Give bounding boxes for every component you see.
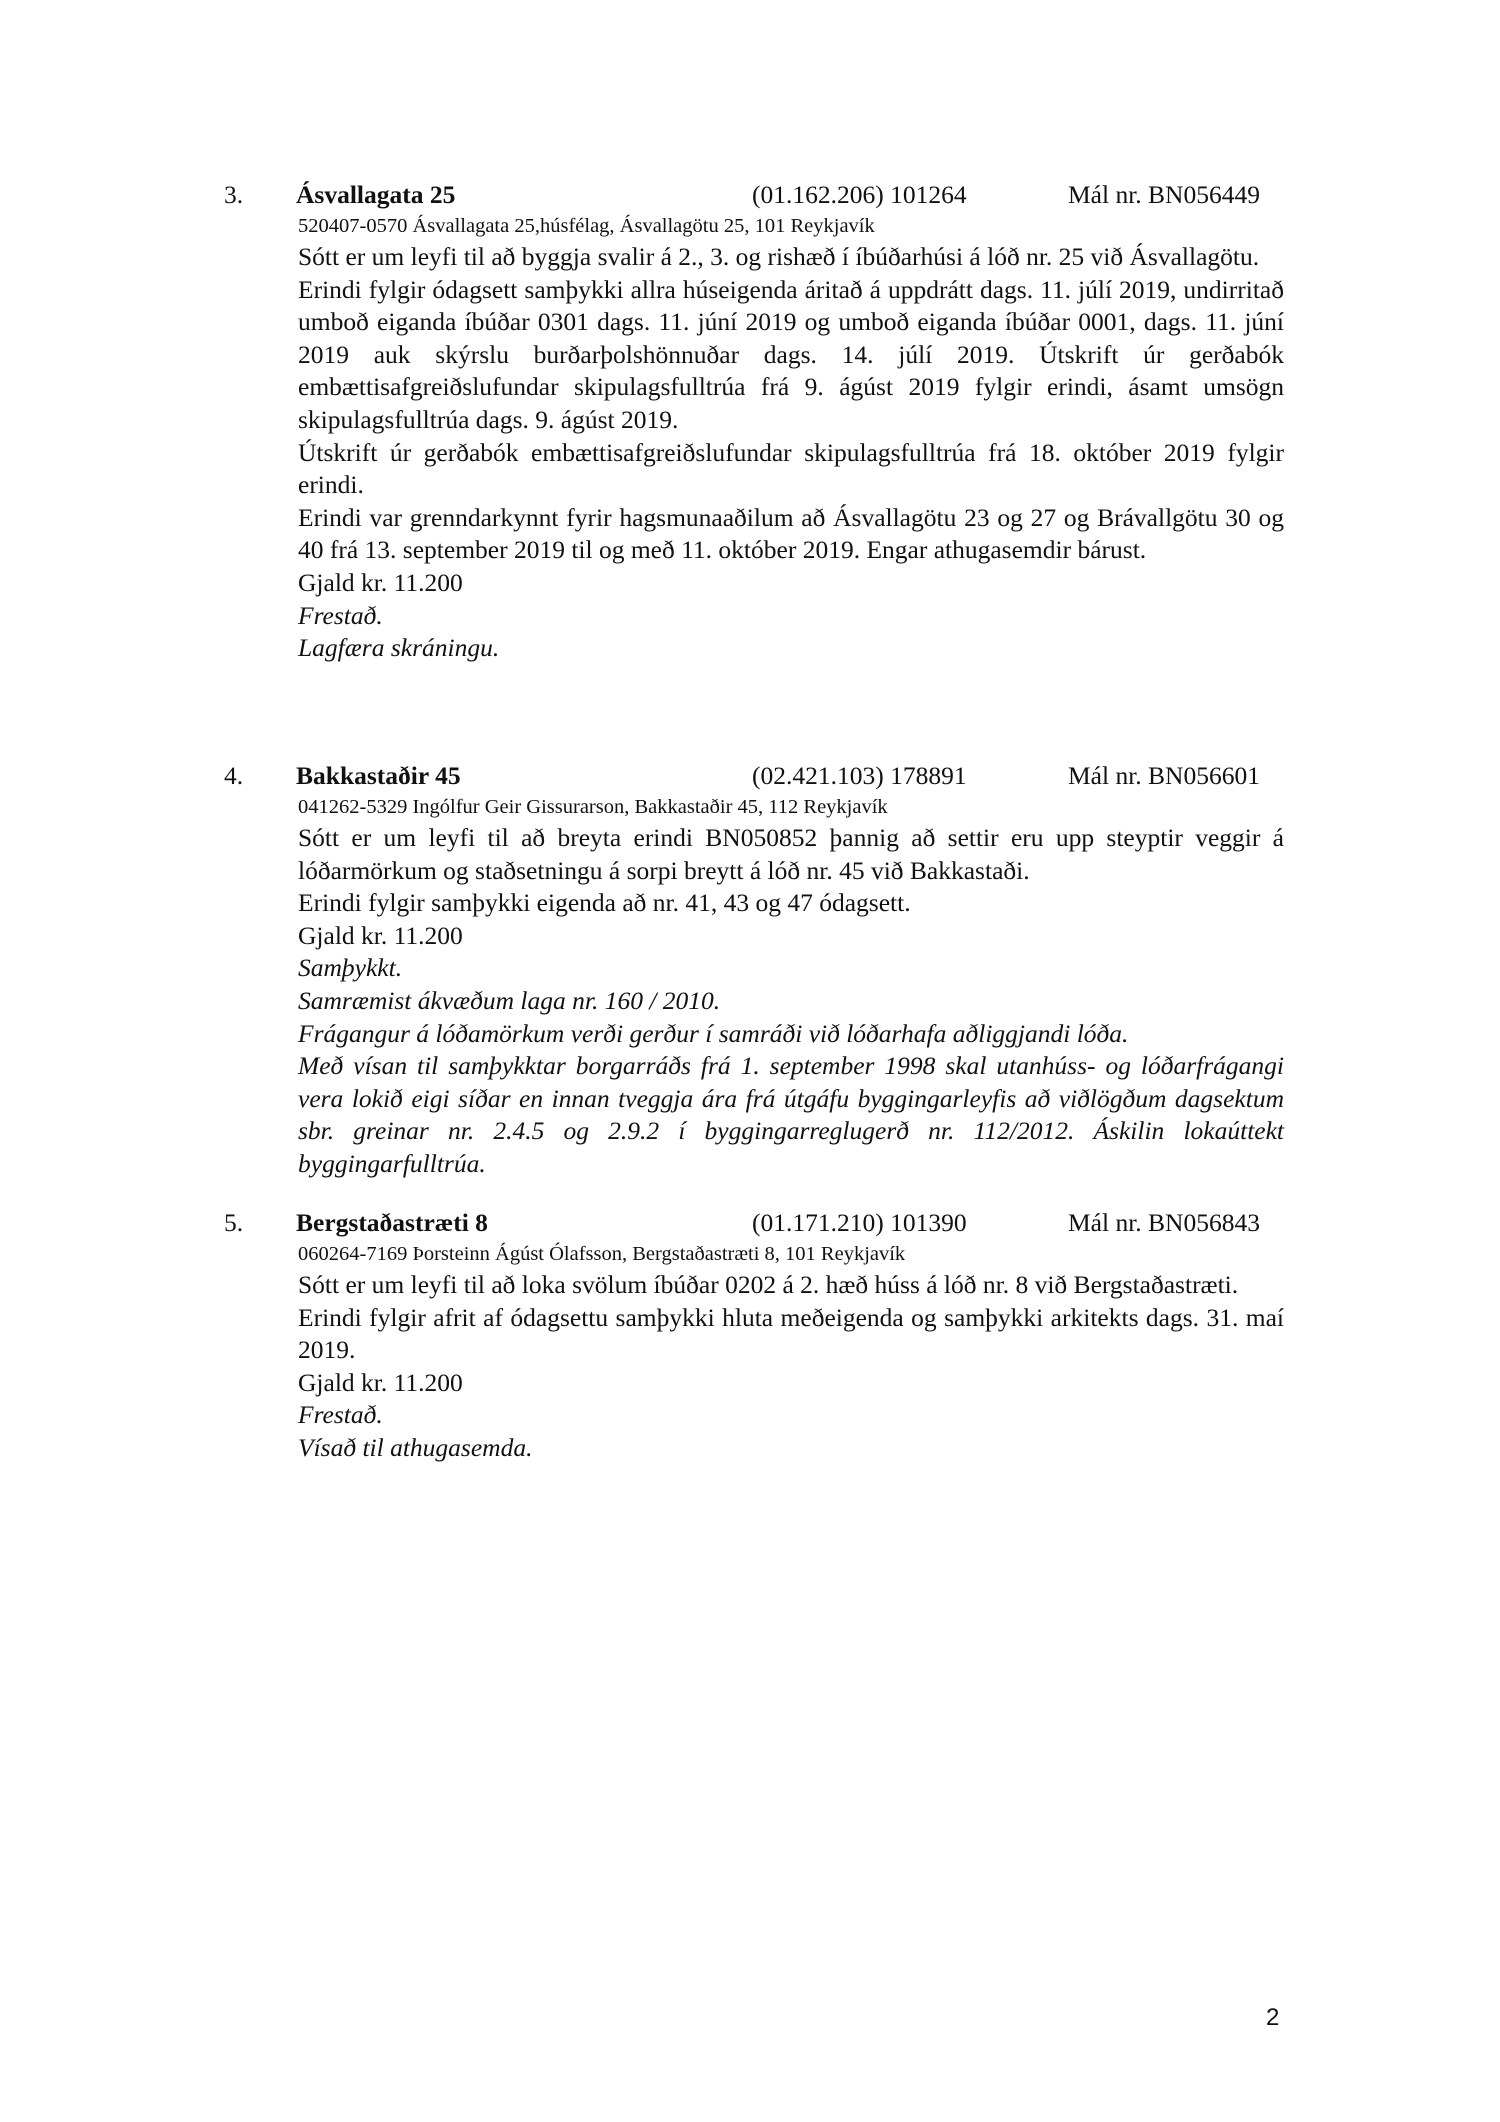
case-paragraph: Erindi fylgir afrit af ódagsettu samþykki hluta meðeigenda og samþykki arkitekts dags. 31. maí 2019.: [298, 1302, 1284, 1365]
decision-line: Með vísan til samþykktar borgarráðs frá 1. september 1998 skal utanhúss- og lóðarfrágangi vera lokið eigi síðar en innan tveggja ára frá útgáfu byggingarleyfis að viðlögðum dagsektum sbr. greinar nr. 2.4.5 og 2.9.2 í byggingarreglugerð nr. 112/2012. Áskilin lokaúttekt byggingarfulltrúa.: [298, 1051, 1284, 1178]
case-number: Mál nr. BN056601: [1068, 761, 1260, 790]
case-body: [298, 212, 1284, 665]
property-reference: (02.421.103) 178891: [752, 761, 967, 790]
property-reference: (01.171.210) 101390: [752, 1208, 967, 1237]
case-paragraph: Sótt er um leyfi til að byggja svalir á 2., 3. og rishæð í íbúðarhúsi á lóð nr. 25 við Ásvallagötu.: [298, 242, 1260, 271]
decision-line: Samþykkt.: [298, 953, 403, 983]
case-paragraph: Erindi var grenndarkynnt fyrir hagsmunaaðilum að Ásvallagötu 23 og 27 og Brávallgötu 30 og 40 frá 13. september 2019 til og með 11. október 2019. Engar athugasemdir bárust.: [298, 502, 1284, 565]
case-number: Mál nr. BN056843: [1068, 1208, 1260, 1237]
item-number: 3.: [224, 180, 244, 209]
case-body: [298, 793, 1284, 1181]
case-item: [0, 1206, 1500, 1465]
case-paragraph: Erindi fylgir ódagsett samþykki allra húseigenda áritað á uppdrátt dags. 11. júlí 2019, undirritað umboð eiganda íbúðar 0301 dags. 11. júní 2019 og umboð eiganda íbúðar 0001, dags. 11. júní 2019 auk skýrslu burðarþolshönnuðar dags. 14. júlí 2019. Útskrift úr gerðabók embættisafgreiðslufundar skipulagsfulltrúa frá 9. ágúst 2019 fylgir erindi, ásamt umsögn skipulagsfulltrúa dags. 9. ágúst 2019.: [298, 274, 1284, 434]
case-header: [0, 178, 1500, 212]
decision-line: Lagfæra skráningu.: [298, 633, 500, 663]
decision-line: Vísað til athugasemda.: [298, 1432, 533, 1462]
decision-line: Frágangur á lóðamörkum verði gerður í samráði við lóðarhafa aðliggjandi lóða.: [298, 1018, 1129, 1048]
case-paragraph: Erindi fylgir samþykki eigenda að nr. 41, 43 og 47 ódagsett.: [298, 888, 911, 918]
fee-line: Gjald kr. 11.200: [298, 1367, 463, 1397]
decision-line: Samræmist ákvæðum laga nr. 160 / 2010.: [298, 985, 721, 1015]
case-item: [0, 759, 1500, 1181]
page-number: 2: [1266, 2004, 1280, 2031]
item-number: 4.: [224, 761, 244, 790]
property-address: Bakkastaðir 45: [296, 761, 461, 790]
case-paragraph: Sótt er um leyfi til að loka svölum íbúðar 0202 á 2. hæð húss á lóð nr. 8 við Bergstaðastræti.: [298, 1270, 1239, 1299]
property-reference: (01.162.206) 101264: [752, 180, 967, 209]
case-item: [0, 178, 1500, 665]
case-paragraph: Sótt er um leyfi til að breyta erindi BN050852 þannig að settir eru upp steyptir veggir á lóðarmörkum og staðsetningu á sorpi breytt á lóð nr. 45 við Bakkastaði.: [298, 823, 1284, 885]
case-number: Mál nr. BN056449: [1068, 180, 1260, 209]
fee-line: Gjald kr. 11.200: [298, 567, 463, 597]
item-number: 5.: [224, 1208, 244, 1237]
fee-line: Gjald kr. 11.200: [298, 920, 463, 950]
applicant-line: 520407-0570 Ásvallagata 25,húsfélag, Ásvallagötu 25, 101 Reykjavík: [298, 215, 875, 237]
applicant-line: 041262-5329 Ingólfur Geir Gissurarson, Bakkastaðir 45, 112 Reykjavík: [298, 796, 888, 818]
applicant-line: 060264-7169 Þorsteinn Ágúst Ólafsson, Bergstaðastræti 8, 101 Reykjavík: [298, 1243, 906, 1265]
decision-line: Frestað.: [298, 1400, 383, 1430]
decision-line: Frestað.: [298, 600, 383, 630]
case-paragraph: Útskrift úr gerðabók embættisafgreiðslufundar skipulagsfulltrúa frá 18. október 2019 fylgir erindi.: [298, 437, 1284, 500]
property-address: Ásvallagata 25: [296, 180, 456, 209]
property-address: Bergstaðastræti 8: [296, 1208, 488, 1237]
case-body: [298, 1240, 1284, 1465]
case-header: [0, 1206, 1500, 1240]
case-header: [0, 759, 1500, 793]
